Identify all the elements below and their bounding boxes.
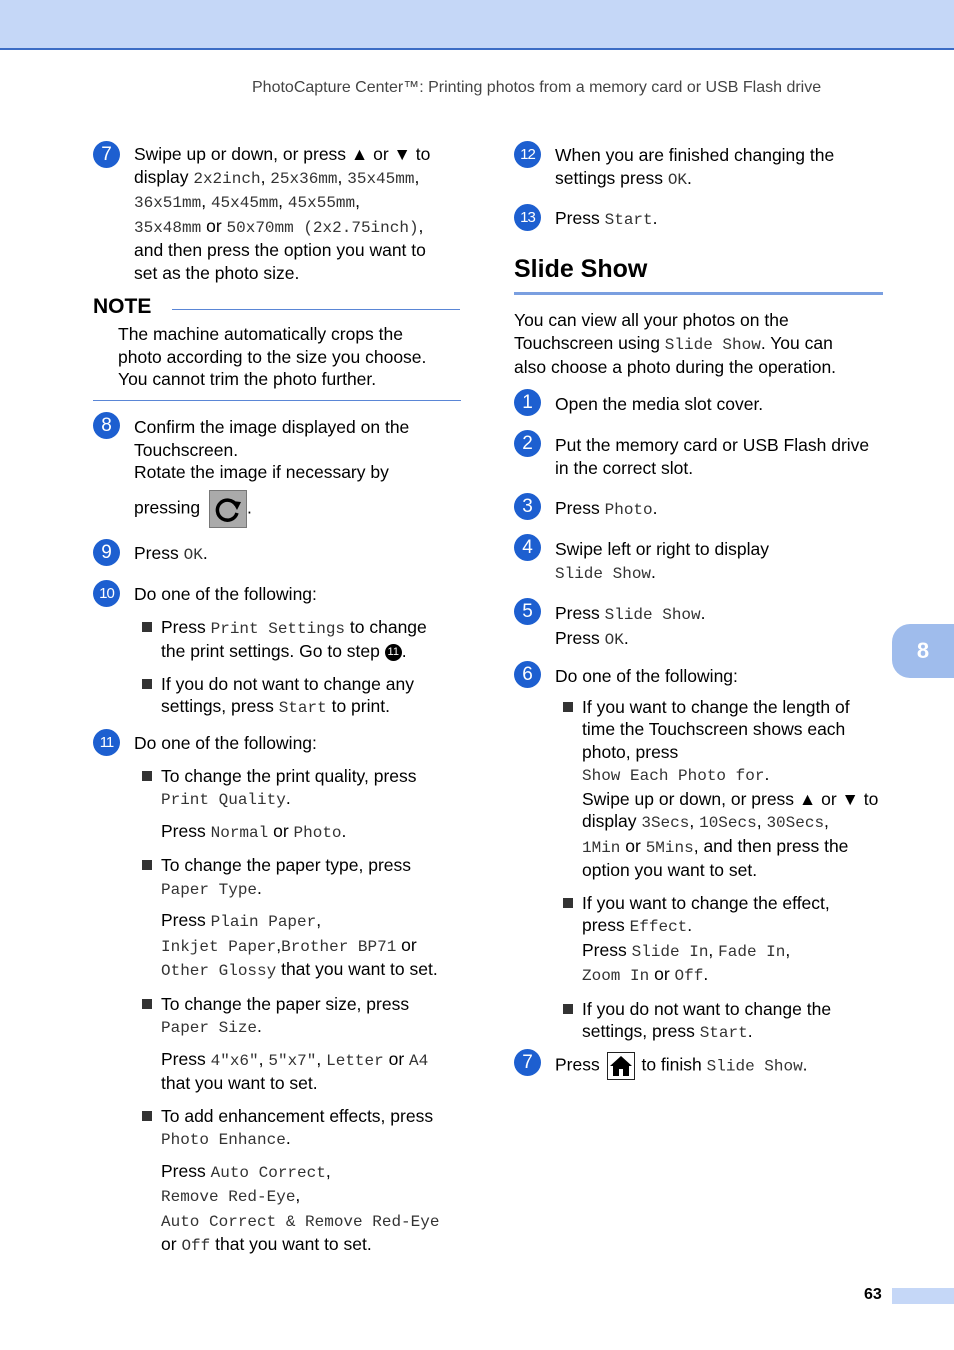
step-number: 9 xyxy=(93,539,120,566)
step-text: Swipe up or down, or press ▲ or ▼ to display 2x2inch, 25x36mm, 35x45mm, 36x51mm, 45x45mm, 45x55mm, 35x48mm or 50x70mm (2x2.75inch), and then press the option you want to set as the photo size. xyxy=(134,144,431,283)
step-text: Open the media slot cover. xyxy=(555,394,764,414)
step-number: 2 xyxy=(514,430,541,457)
step-text: Do one of the following: If you want to change the length of time the Touchscreen shows each photo, press Show Each Photo for. Swipe up or down, or press ▲ or ▼ to display 3Secs, 10Secs, 30Secs, 1Min or 5Mins, and then press the option you want to set. If you want to change the effect, press Effect. Press Slide In, Fade In, Zoom In or Off. If you do not want to change the settings, press Start. xyxy=(555,665,895,1045)
page-bar xyxy=(892,1288,954,1304)
step-text: Press to finish Slide Show. xyxy=(555,1052,885,1080)
list-item: If you do not want to change any settings, press Start to print. xyxy=(141,673,474,720)
section-intro: You can view all your photos on the Touchscreen using Slide Show. You can also choose a photo during the operation. xyxy=(514,310,837,377)
list-item: If you want to change the length of time the Touchscreen shows each photo, press Show Each Photo for. Swipe up or down, or press ▲ or ▼ to display 3Secs, 10Secs, 30Secs, 1Min or 5Mins, and then press the option you want to set. xyxy=(562,696,895,882)
step-text: Confirm the image displayed on the Touchscreen. Rotate the image if necessary by pressing . xyxy=(134,416,464,528)
list-item: If you want to change the effect, press Effect. Press Slide In, Fade In, Zoom In or Off. xyxy=(562,892,895,988)
list-item: To add enhancement effects, press Photo Enhance. Press Auto Correct, Remove Red-Eye, Auto Correct & Remove Red-Eye or Off that you want to set. xyxy=(141,1105,474,1258)
list-item: To change the paper size, press Paper Size. Press 4"x6", 5"x7", Letter or A4 that you want to set. xyxy=(141,993,474,1095)
page-number: 63 xyxy=(864,1286,882,1303)
step-number: 4 xyxy=(514,534,541,561)
step-number: 13 xyxy=(514,204,541,231)
chapter-tab: 8 xyxy=(892,624,954,678)
step-number: 10 xyxy=(93,580,120,607)
step-text: Press Start. xyxy=(555,208,658,229)
step-number: 5 xyxy=(514,598,541,625)
rotate-icon xyxy=(209,490,247,528)
step-number: 7 xyxy=(93,141,120,168)
step-number: 12 xyxy=(514,141,541,168)
step-text: Put the memory card or USB Flash drive in the correct slot. xyxy=(555,435,870,478)
step-text: Press OK. xyxy=(134,543,208,564)
section-title: Slide Show xyxy=(514,255,648,283)
note-rule xyxy=(172,309,460,310)
running-header: PhotoCapture Center™: Printing photos from a memory card or USB Flash drive xyxy=(252,79,822,96)
step-number: 11 xyxy=(93,729,120,756)
section-rule xyxy=(514,292,883,295)
top-banner xyxy=(0,0,954,50)
step-text: Press Slide Show. Press OK. xyxy=(555,603,706,649)
step-text: When you are finished changing the settings press OK. xyxy=(555,145,835,189)
list-item: Press Print Settings to change the print settings. Go to step 11 . xyxy=(141,616,474,663)
step-number: 1 xyxy=(514,389,541,416)
step-text: Do one of the following: To change the print quality, press Print Quality. Press Normal or Photo. To change the paper type, press Paper Type. Press Plain Paper, Inkjet Paper,Brother BP71 or Other Glossy that you want to set. To change the paper size, press Paper Size. Press 4"x6", 5"x7", Letter or A4 that you want to set. To add enhancement effects, press Photo Enhance. Press Auto Correct, Remove Red-Eye, Auto Correct & Remove Red-Eye or Off that you want to set. xyxy=(134,732,474,1258)
step-text: Press Photo. xyxy=(555,498,658,519)
note-bottom-rule xyxy=(93,400,461,401)
home-icon xyxy=(607,1052,635,1080)
note-title: NOTE xyxy=(93,295,152,318)
step-text: Swipe left or right to display Slide Show. xyxy=(555,539,769,583)
step-number: 7 xyxy=(514,1049,541,1076)
step-number: 3 xyxy=(514,493,541,520)
step-number: 6 xyxy=(514,661,541,688)
note-text: The machine automatically crops the photo according to the size you choose. You cannot trim the photo further. xyxy=(118,324,427,389)
list-item: To change the paper type, press Paper Type. Press Plain Paper, Inkjet Paper,Brother BP71 or Other Glossy that you want to set. xyxy=(141,854,474,983)
list-item: To change the print quality, press Print Quality. Press Normal or Photo. xyxy=(141,765,474,845)
list-item: If you do not want to change the settings, press Start. xyxy=(562,998,895,1045)
step-text: Do one of the following: Press Print Settings to change the print settings. Go to step 11 . If you do not want to change any settings, press Start to print. xyxy=(134,583,474,720)
step-number: 8 xyxy=(93,412,120,439)
